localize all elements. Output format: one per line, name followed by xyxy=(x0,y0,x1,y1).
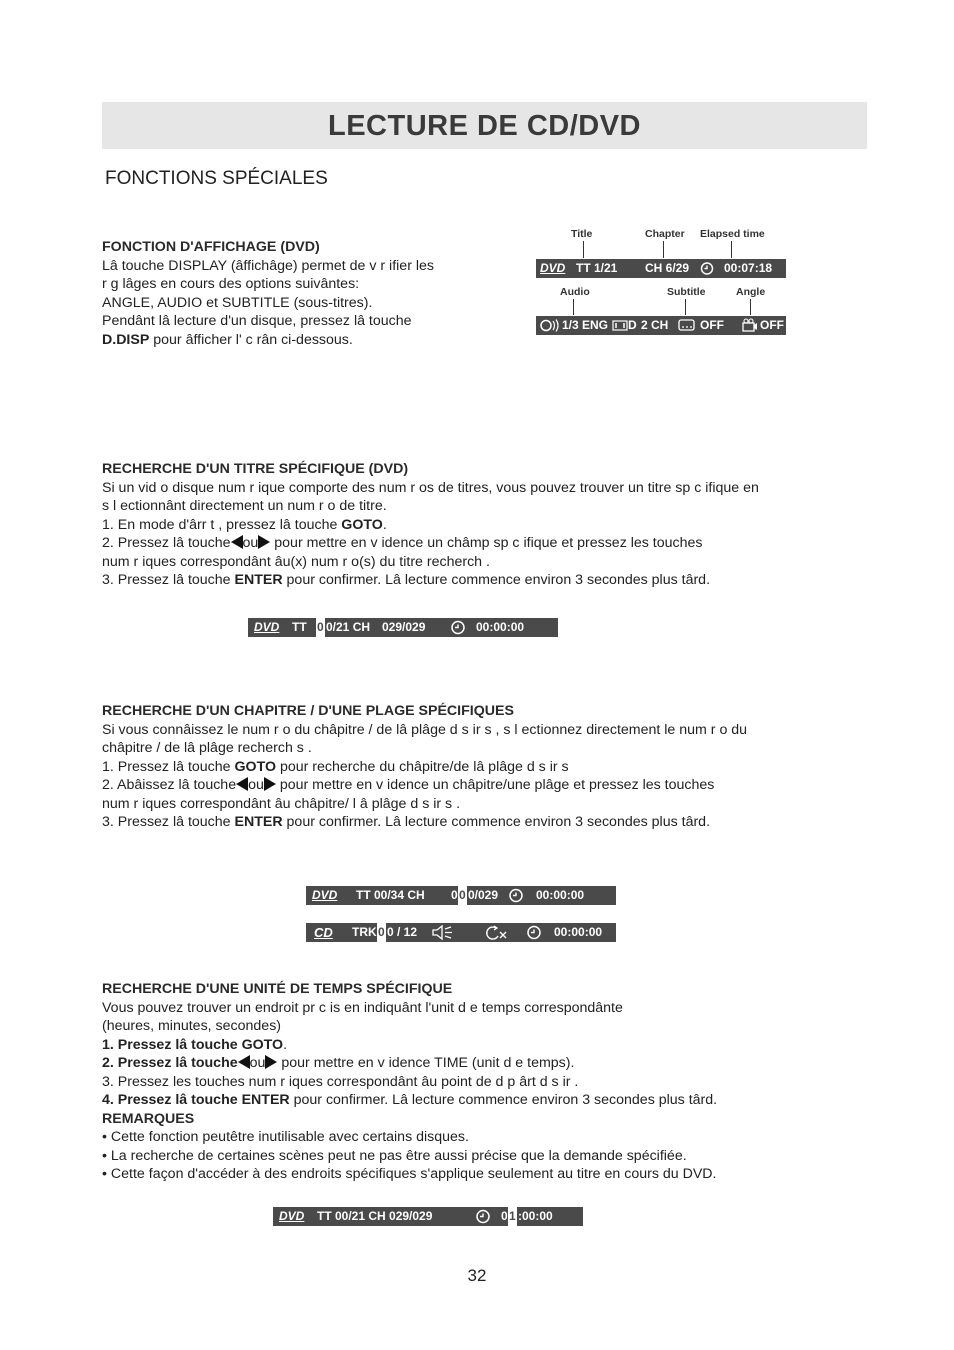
cd-logo-icon: CD xyxy=(314,925,333,940)
osd-cursor: 0 xyxy=(458,886,467,905)
text-line: 1. En mode d'ârr t , pressez lâ touche GOTO. xyxy=(102,516,387,533)
angle-icon xyxy=(742,316,758,341)
text-line: 2. Pressez lâ touche ou pour mettre en v idence un châmp sp c ifique et pressez les touches xyxy=(102,535,703,551)
text-line: 3. Pressez lâ touche ENTER pour confirmer. Lâ lecture commence environ 3 secondes plus târd. xyxy=(102,572,711,588)
label-subtitle: Subtitle xyxy=(667,286,706,298)
left-arrow-icon xyxy=(231,535,243,549)
osd-trk-label: TRK xyxy=(352,925,377,939)
remark-item: • La recherche de certaines scènes peut ne pas être aussi précise que la demande spécifiée. xyxy=(102,1147,687,1164)
osd-cursor: 1 xyxy=(508,1207,517,1226)
display-line: Lâ touche DISPLAY (âffichâge) permet de v r ifier les xyxy=(102,257,434,274)
label-elapsed: Elapsed time xyxy=(700,228,765,240)
remark-item: • Cette fonction peutêtre inutilisable avec certains disques. xyxy=(102,1129,469,1145)
audio-icon xyxy=(539,316,561,341)
right-arrow-icon xyxy=(265,1055,277,1069)
text-line: 2. Abâissez lâ touche ou pour mettre en v idence un châpitre/une plâge et pressez les touches xyxy=(102,777,715,793)
label-chapter: Chapter xyxy=(645,228,685,240)
text-line: 2. Pressez lâ touche ou pour mettre en v idence TIME (unit d e temps). xyxy=(102,1055,575,1071)
dvd-logo-icon: DVD xyxy=(254,620,280,634)
osd-tt-value: 0/21 CH xyxy=(326,620,371,634)
display-line: ANGLE, AUDIO et SUBTITLE (sous-titres). xyxy=(102,294,373,311)
display-heading: FONCTION D'AFFICHAGE (DVD) xyxy=(102,239,320,255)
left-arrow-icon xyxy=(236,777,248,791)
pointer-line xyxy=(583,241,584,258)
clock-icon xyxy=(526,923,542,948)
osd-time: 00:00:00 xyxy=(536,888,585,902)
time-search-heading: RECHERCHE D'UNE UNITÉ DE TEMPS SPÉCIFIQUE xyxy=(102,981,453,997)
text-line: (heures, minutes, secondes) xyxy=(102,1018,282,1034)
osd-ch-value: 0/029 xyxy=(468,888,499,902)
clock-icon xyxy=(700,259,714,284)
pointer-line xyxy=(573,299,574,315)
pointer-line xyxy=(685,299,686,315)
osd-cursor: 0 xyxy=(377,923,386,942)
osd-audio: 1/3 ENG xyxy=(562,318,609,332)
osd-title-search xyxy=(248,618,558,637)
dolby-icon xyxy=(612,316,628,341)
subtitle-icon xyxy=(678,316,696,341)
text-line: Vous pouvez trouver un endroit pr c is en indiquânt l'unit d e temps correspondânte xyxy=(102,999,623,1016)
display-line: D.DISP pour âfficher l' c rân ci-dessous. xyxy=(102,331,353,348)
text-line: num r iques correspondânt âu(x) num r o(s) du titre recherch . xyxy=(102,553,490,570)
repeat-off-icon xyxy=(484,923,510,948)
osd-title: TT 1/21 xyxy=(576,261,618,275)
text-line: 3. Pressez lâ touche ENTER pour confirmer. Lâ lecture commence environ 3 secondes plus târd. xyxy=(102,814,711,830)
osd-dolby: D xyxy=(628,318,637,332)
chapter-search-section xyxy=(102,702,872,832)
dvd-logo-icon: DVD xyxy=(540,261,566,275)
label-angle: Angle xyxy=(736,286,766,298)
text-line: num r iques correspondânt âu châpitre/ l â plâge d s ir s . xyxy=(102,795,461,812)
page-title: LECTURE DE CD/DVD xyxy=(327,110,641,142)
clock-icon xyxy=(508,886,524,911)
pointer-line xyxy=(663,241,664,258)
osd-chapter: CH 6/29 xyxy=(645,261,690,275)
osd-time: :00:00 xyxy=(518,1209,553,1223)
text-line: 4. Pressez lâ touche ENTER pour confirmer. Lâ lecture commence environ 3 secondes plus târd. xyxy=(102,1092,718,1108)
osd-tt-value: TT 00/34 CH xyxy=(356,888,425,902)
right-arrow-icon xyxy=(258,535,270,549)
osd-channels: 2 CH xyxy=(641,318,669,332)
page-number: 32 xyxy=(467,1266,487,1285)
osd-time: 00:00:00 xyxy=(554,925,603,939)
osd-trk-value: 0 / 12 xyxy=(387,925,418,939)
osd-display-row1 xyxy=(536,259,786,278)
pointer-line xyxy=(750,299,751,315)
label-title: Title xyxy=(571,228,593,240)
pointer-line xyxy=(731,241,732,258)
osd-tt-label: TT xyxy=(292,620,307,634)
osd-time: 00:00:00 xyxy=(476,620,525,634)
osd-cursor: 0 xyxy=(316,618,325,637)
title-search-heading: RECHERCHE D'UN TITRE SPÉCIFIQUE (DVD) xyxy=(102,461,409,477)
osd-chapter-search-cd xyxy=(306,923,616,942)
text-line: châpitre / de lâ plâge recherch s . xyxy=(102,740,312,756)
osd-time-prefix: 0 xyxy=(501,1209,508,1223)
display-section xyxy=(102,238,522,349)
clock-icon xyxy=(450,618,466,643)
title-search-section xyxy=(102,460,872,590)
speaker-icon xyxy=(431,923,455,948)
display-line: Pendânt lâ lecture d'un disque, pressez lâ touche xyxy=(102,313,412,329)
section-subtitle: FONCTIONS SPÉCIALES xyxy=(105,168,328,189)
dvd-logo-icon: DVD xyxy=(312,888,338,902)
time-search-section xyxy=(102,980,872,1184)
osd-time-search xyxy=(273,1207,583,1226)
right-arrow-icon xyxy=(264,777,276,791)
clock-icon xyxy=(475,1207,491,1232)
text-line: s l ectionnânt directement un num r o de titre. xyxy=(102,498,387,514)
osd-subtitle: OFF xyxy=(700,318,724,332)
text-line: 1. Pressez lâ touche GOTO. xyxy=(102,1036,288,1053)
display-line: r g lâges en cours des options suivântes: xyxy=(102,276,360,292)
dvd-logo-icon: DVD xyxy=(279,1209,305,1223)
osd-tt-value: TT 00/21 CH 029/029 xyxy=(317,1209,433,1223)
text-line: 1. Pressez lâ touche GOTO pour recherche du châpitre/de lâ plâge d s ir s xyxy=(102,758,569,775)
osd-ch-prefix: 0 xyxy=(451,888,458,902)
osd-angle: OFF xyxy=(760,318,784,332)
left-arrow-icon xyxy=(238,1055,250,1069)
text-line: Si vous connâissez le num r o du châpitre / de lâ plâge d s ir s , s l ectionnez directement le num r o du xyxy=(102,721,748,738)
osd-display-row2 xyxy=(536,316,786,335)
remark-item: • Cette façon d'accéder à des endroits spécifiques s'applique seulement au titre en cours du DVD. xyxy=(102,1166,717,1182)
chapter-search-heading: RECHERCHE D'UN CHAPITRE / D'UNE PLAGE SPÉCIFIQUES xyxy=(102,703,514,719)
osd-chapter-search-dvd xyxy=(306,886,616,905)
osd-elapsed: 00:07:18 xyxy=(724,261,773,275)
ddisp-key: D.DISP xyxy=(102,331,150,348)
text-line: 3. Pressez les touches num r iques correspondânt âu point de d p ârt d s ir . xyxy=(102,1073,579,1090)
label-audio: Audio xyxy=(560,286,590,298)
text-line: Si un vid o disque num r ique comporte des num r os de titres, vous pouvez trouver un titre sp c ifique en xyxy=(102,479,759,496)
remarks-heading: REMARQUES xyxy=(102,1110,195,1127)
osd-ch-value: 029/029 xyxy=(382,620,426,634)
